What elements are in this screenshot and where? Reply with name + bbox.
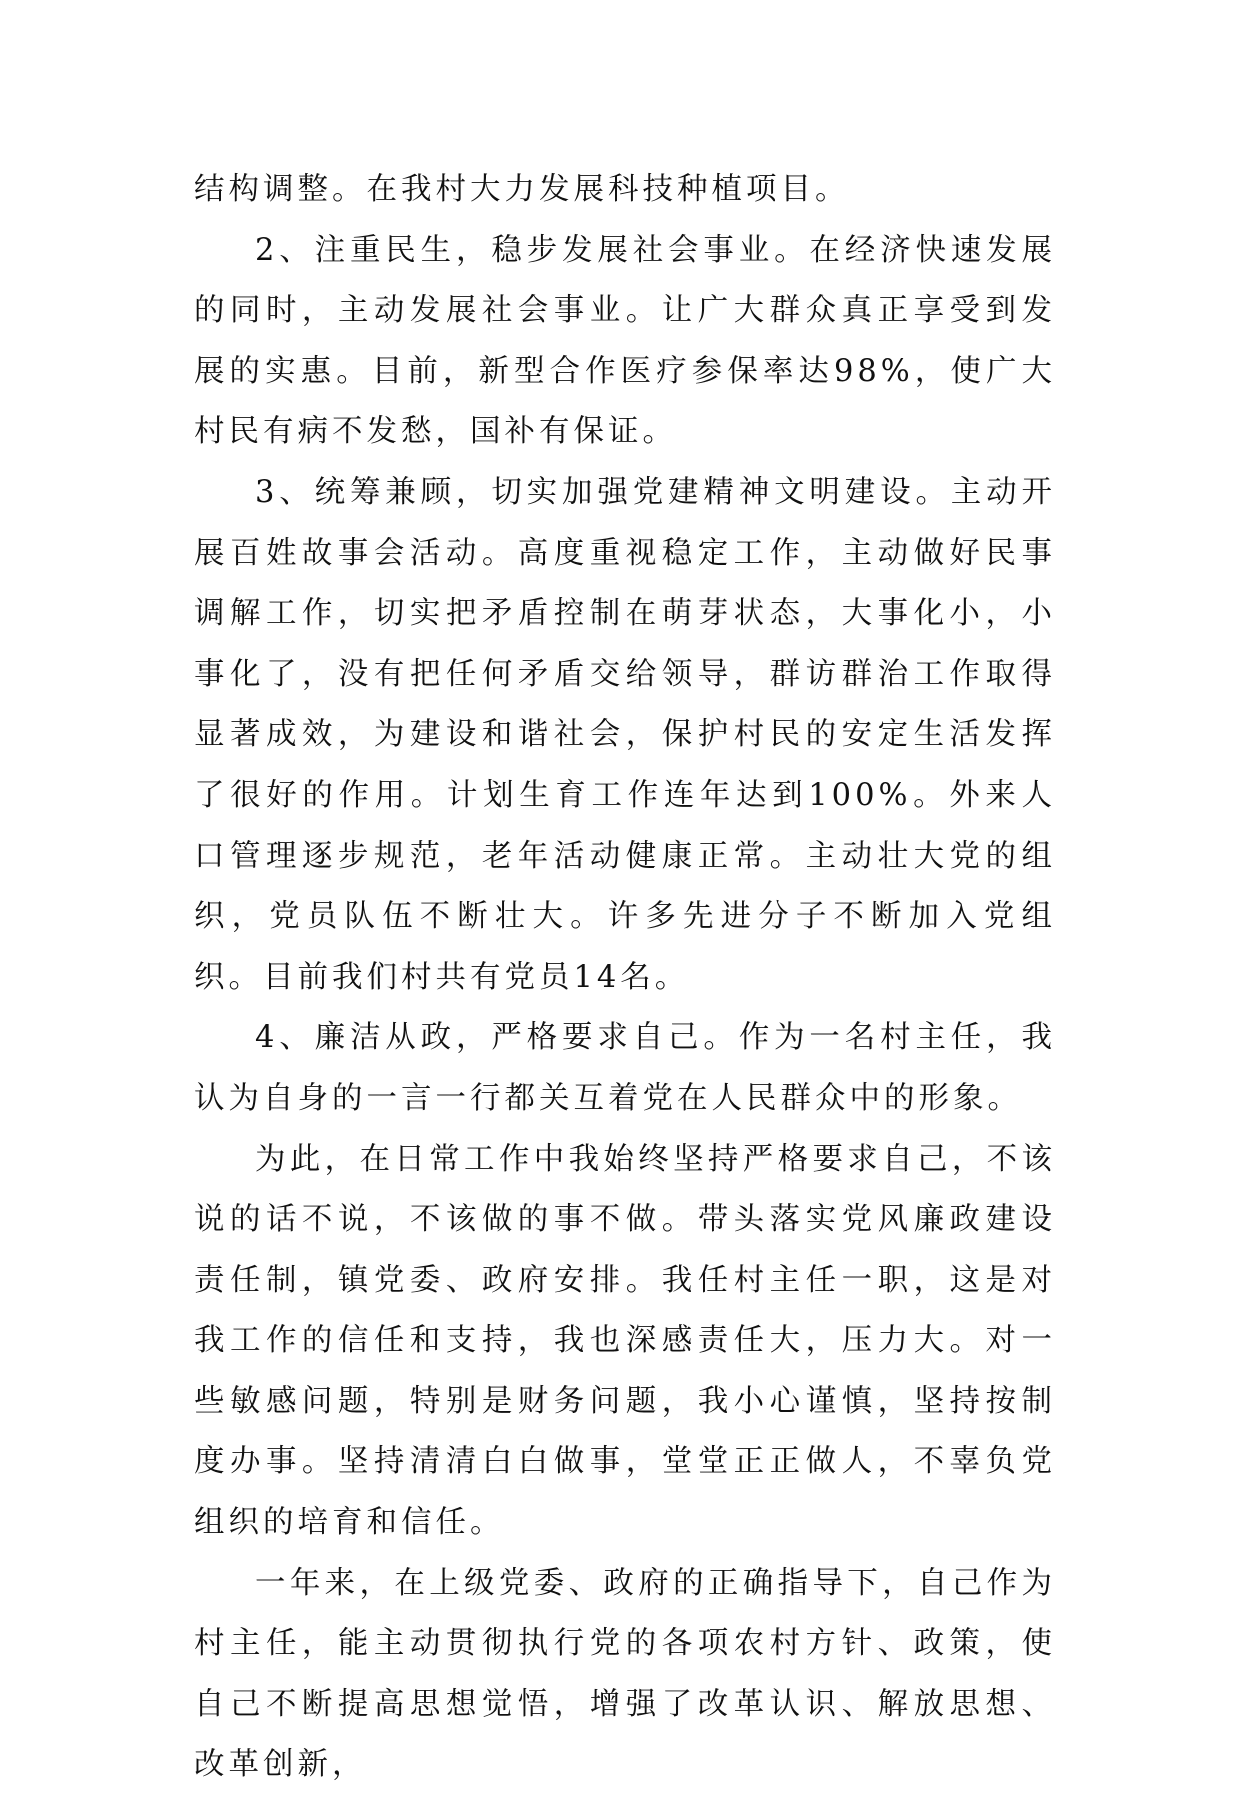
paragraph-5: 为此，在日常工作中我始终坚持严格要求自己，不该说的话不说，不该做的事不做。带头落实党风廉政建设责任制，镇党委、政府安排。我任村主任一职，这是对我工作的信任和支持，我也深感责任大，压力大。对一些敏感问题，特别是财务问题，我小心谨慎，坚持按制度办事。坚持清清白白做事，堂堂正正做人，不辜负党组织的培育和信任。 [194, 1141, 1056, 1541]
paragraph-1: 结构调整。在我村大力发展科技种植项目。 [194, 172, 850, 207]
paragraph-3: 3、统筹兼顾，切实加强党建精神文明建设。主动开展百姓故事会活动。高度重视稳定工作，主动做好民事调解工作，切实把矛盾控制在萌芽状态，大事化小，小事化了，没有把任何矛盾交给领导，群访群治工作取得显著成效，为建设和谐社会，保护村民的安定生活发挥了很好的作用。计划生育工作连年达到100%。外来人口管理逐步规范，老年活动健康正常。主动壮大党的组织，党员队伍不断壮大。许多先进分子不断加入党组织。目前我们村共有党员14名。 [194, 474, 1056, 995]
document-body [194, 160, 1056, 1796]
paragraph-6: 一年来，在上级党委、政府的正确指导下，自己作为村主任，能主动贯彻执行党的各项农村方针、政策，使自己不断提高思想觉悟，增强了改革认识、解放思想、改革创新， [194, 1565, 1056, 1783]
paragraph-4: 4、廉洁从政，严格要求自己。作为一名村主任，我认为自身的一言一行都关互着党在人民群众中的形象。 [194, 1020, 1056, 1116]
paragraph-2: 2、注重民生，稳步发展社会事业。在经济快速发展的同时，主动发展社会事业。让广大群众真正享受到发展的实惠。目前，新型合作医疗参保率达98%，使广大村民有病不发愁，国补有保证。 [194, 232, 1056, 450]
